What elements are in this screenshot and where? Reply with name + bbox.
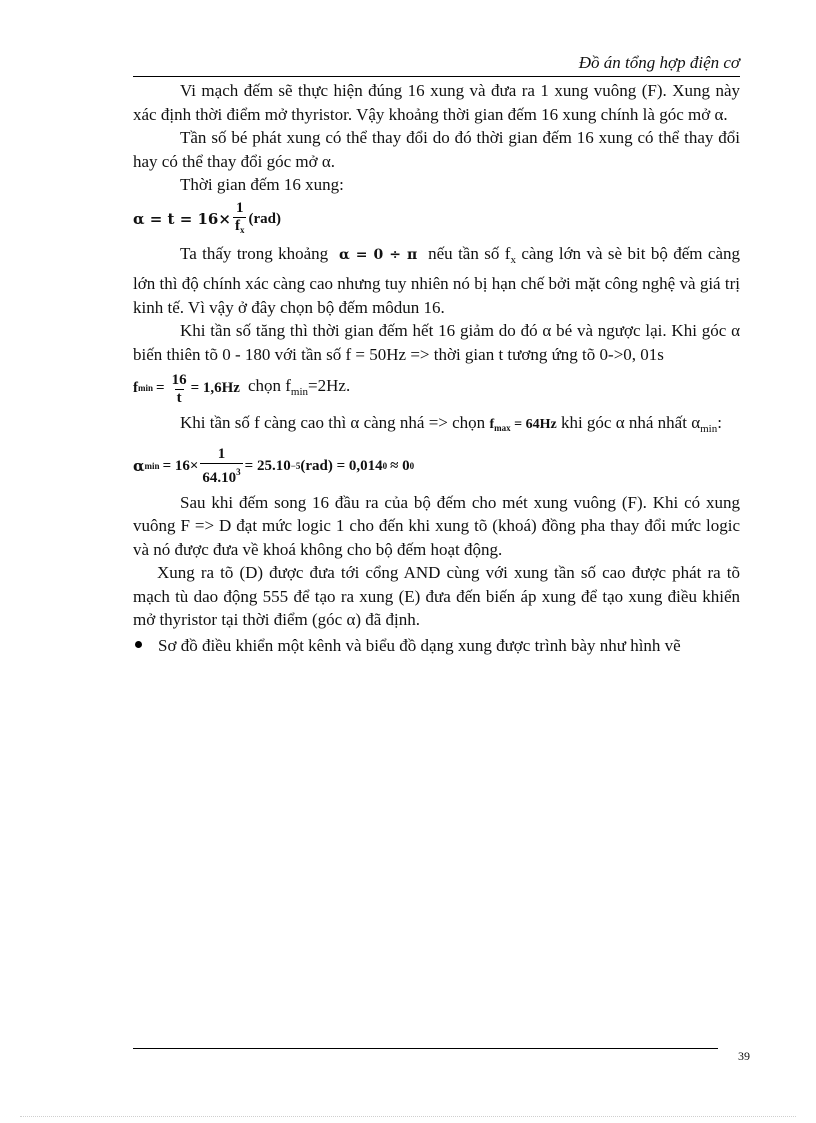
bullet-item xyxy=(133,634,740,658)
formula-alpha-min: α min = 16× $\frac{1}{64.10^3}$ = 25.10 −5 (rad) = 0,014 0 ≈ 0 0 xyxy=(133,446,415,486)
paragraph-7: Sau khi đếm song 16 đầu ra của bộ đếm cho mét xung vuông (F). Khi có xung vuông F => D đạt mức logic 1 cho đến khi xung tõ (khoá) đồng pha thay đổi mức logic và nó được đưa về khoá không cho bộ đếm hoạt động. xyxy=(133,492,740,559)
range-expression: α = 0 ÷ π xyxy=(338,246,418,263)
formula-1-denominator: $f_x$ xyxy=(233,217,247,239)
paragraph-1: Vi mạch đếm sẽ thực hiện đúng 16 xung và đưa ra 1 xung vuông (F). Xung này xác định thời điểm mở thyristor. Vậy khoảng thời gian đếm 16 xung chính là góc mở α. xyxy=(133,81,740,124)
formula-alpha-time xyxy=(133,200,740,240)
formula-1-numerator: 1 xyxy=(235,200,244,216)
formula-2-choice: chọn $f_{min}=2Hz$. xyxy=(247,375,351,398)
formula-3-fraction: $\frac{1}{64.10^3}$ xyxy=(202,446,241,486)
bullet-text: Sơ đồ điều khiển một kênh và biểu đồ dạng xung được trình bày như hình vẽ xyxy=(158,635,681,655)
page-number: 39 xyxy=(738,1049,750,1063)
page-body xyxy=(133,79,740,657)
formula-1-fraction xyxy=(233,200,247,239)
formula-fmin: f min = $\frac{16}{t}$ = 1,6Hz chọn $f_{min}=2Hz$. xyxy=(133,371,351,406)
paragraph-5: Khi tần số tăng thì thời gian đếm hết 16 giảm do đó α bé và ngược lại. Khi góc α biến thiên tõ 0 - 180 với tần số f = 50Hz => thời gian t tương ứng tõ 0->0, 01s xyxy=(133,321,740,364)
footer-rule xyxy=(133,1048,718,1049)
formula-2-fraction: $\frac{16}{t}$ xyxy=(171,371,187,406)
page-bottom-dotted-line xyxy=(20,1116,796,1117)
fmax-expression: $f_{max} = 64Hz$ xyxy=(489,417,557,433)
paragraph-2: Tần số bé phát xung có thể thay đổi do đó thời gian đếm 16 xung có thể thay đổi hay có thể thay đổi góc mở α. xyxy=(133,128,740,171)
formula-2-rhs: = 1,6Hz xyxy=(190,380,240,397)
paragraph-6: Khi tần số f càng cao thì α càng nhá => chọn $f_{max} = 64Hz$ khi góc α nhá nhất $\alpha_{min}$: xyxy=(180,413,722,435)
bullet-icon xyxy=(135,641,142,648)
formula-1-rhs: (rad) xyxy=(248,210,281,227)
page-header-title: Đồ án tổng hợp điện cơ xyxy=(578,53,740,72)
formula-1-lhs: α = t = 16× xyxy=(133,209,231,228)
paragraph-4: Ta thấy trong khoảng α = 0 ÷ π nếu tần số $f_x$ càng lớn và sè bit bộ đếm càng lớn thì độ chính xác càng cao nhưng tuy nhiên nó bị hạn chế bởi mặt công nghệ và giá trị kinh tế. Vì vậy ở đây chọn bộ đếm môdun 16. xyxy=(133,243,740,317)
header-rule xyxy=(133,76,740,77)
paragraph-3: Thời gian đếm 16 xung: xyxy=(180,175,344,194)
paragraph-8: Xung ra tõ (D) được đưa tới cổng AND cùng với xung tần số cao được phát ra tõ mạch tù dao động 555 để tạo ra xung (E) đưa đến biến áp xung để tạo xung điều khiển mở thyristor tại thời điểm (góc α) đã định. xyxy=(133,563,740,629)
